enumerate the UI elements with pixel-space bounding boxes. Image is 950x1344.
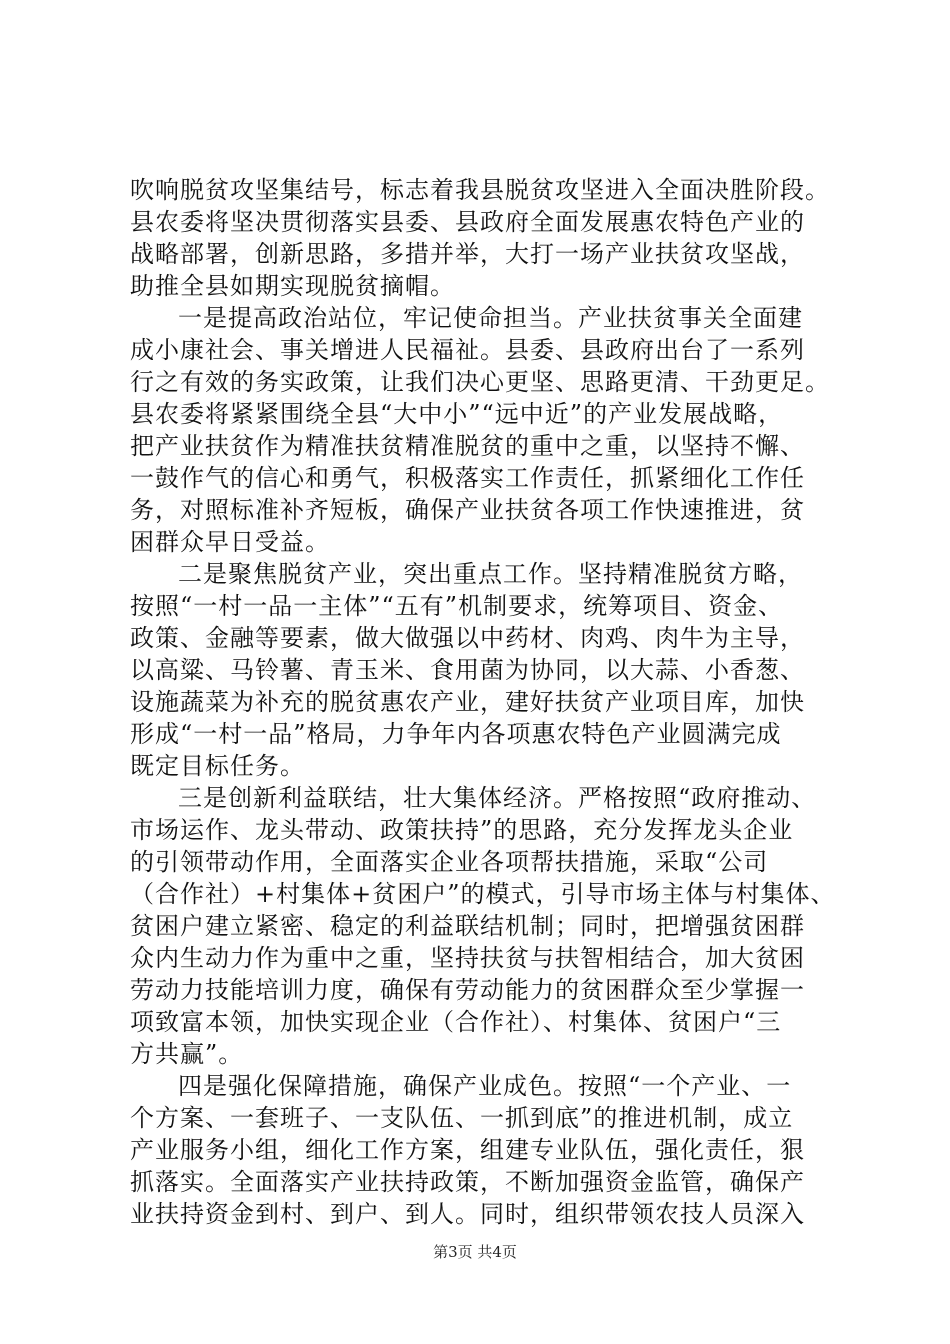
text-line: 一鼓作气的信心和勇气，积极落实工作责任，抓紧细化工作任	[130, 464, 805, 492]
text-line: 三是创新利益联结，壮大集体经济。严格按照“政府推动、	[178, 784, 817, 812]
text-line: 成小康社会、事关增进人民福祉。县委、县政府出台了一系列	[130, 336, 805, 364]
text-line: 一是提高政治站位，牢记使命担当。产业扶贫事关全面建	[178, 304, 803, 332]
text-line: 四是强化保障措施，确保产业成色。按照“一个产业、一	[178, 1072, 792, 1100]
text-line: 抓落实。全面落实产业扶持政策，不断加强资金监管，确保产	[130, 1168, 805, 1196]
text-line: 政策、金融等要素，做大做强以中药材、肉鸡、肉牛为主导，	[130, 624, 805, 652]
text-line: 按照“一村一品一主体”“五有”机制要求，统筹项目、资金、	[130, 592, 784, 620]
text-line: 项致富本领，加快实现企业（合作社）、村集体、贫困户“三	[130, 1008, 782, 1036]
text-line: 困群众早日受益。	[130, 528, 330, 556]
text-line: 个方案、一套班子、一支队伍、一抓到底”的推进机制，成立	[130, 1104, 794, 1132]
text-line: 行之有效的务实政策，让我们决心更坚、思路更清、干劲更足。	[130, 368, 830, 396]
text-line: 方共赢”。	[130, 1040, 244, 1068]
page-footer: 第3页 共4页	[433, 1243, 517, 1261]
text-line: 助推全县如期实现脱贫摘帽。	[130, 272, 455, 300]
paragraph	[130, 782, 840, 1070]
text-line: 以高粱、马铃薯、青玉米、食用菌为协同，以大蒜、小香葱、	[130, 656, 805, 684]
text-line: 既定目标任务。	[130, 752, 305, 780]
document-body	[130, 174, 840, 1230]
paragraph	[130, 558, 840, 782]
text-line: 县农委将紧紧围绕全县“大中小”“远中近”的产业发展战略，	[130, 400, 784, 428]
text-line: 贫困户建立紧密、稳定的利益联结机制；同时，把增强贫困群	[130, 912, 805, 940]
paragraph	[130, 174, 840, 302]
text-line: （合作社）+村集体+贫困户”的模式，引导市场主体与村集体、	[130, 880, 836, 908]
text-line: 吹响脱贫攻坚集结号，标志着我县脱贫攻坚进入全面决胜阶段。	[130, 176, 830, 204]
paragraph	[130, 302, 840, 558]
text-line: 务，对照标准补齐短板，确保产业扶贫各项工作快速推进，贫	[130, 496, 805, 524]
text-line: 劳动力技能培训力度，确保有劳动能力的贫困群众至少掌握一	[130, 976, 805, 1004]
text-line: 的引领带动作用，全面落实企业各项帮扶措施，采取“公司	[130, 848, 769, 876]
text-line: 二是聚焦脱贫产业，突出重点工作。坚持精准脱贫方略，	[178, 560, 803, 588]
text-line: 市场运作、龙头带动、政策扶持”的思路，充分发挥龙头企业	[130, 816, 794, 844]
text-line: 形成“一村一品”格局，力争年内各项惠农特色产业圆满完成	[130, 720, 782, 748]
text-line: 众内生动力作为重中之重，坚持扶贫与扶智相结合，加大贫困	[130, 944, 805, 972]
text-line: 业扶持资金到村、到户、到人。同时，组织带领农技人员深入	[130, 1200, 805, 1228]
paragraph	[130, 1070, 840, 1230]
text-line: 把产业扶贫作为精准扶贫精准脱贫的重中之重，以坚持不懈、	[130, 432, 805, 460]
text-line: 设施蔬菜为补充的脱贫惠农产业，建好扶贫产业项目库，加快	[130, 688, 805, 716]
text-line: 产业服务小组，细化工作方案，组建专业队伍，强化责任，狠	[130, 1136, 805, 1164]
text-line: 县农委将坚决贯彻落实县委、县政府全面发展惠农特色产业的	[130, 208, 805, 236]
text-line: 战略部署，创新思路，多措并举，大打一场产业扶贫攻坚战，	[130, 240, 805, 268]
